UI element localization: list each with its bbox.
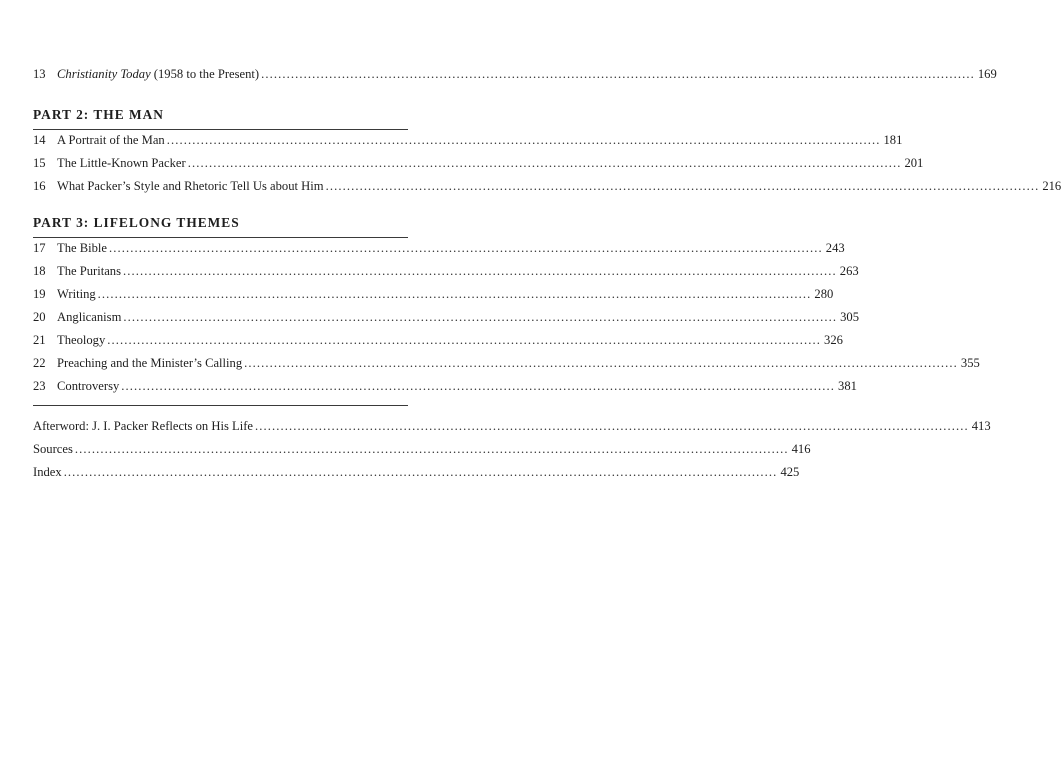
toc-entry-afterword bbox=[33, 414, 991, 434]
dot-leader: ........................................................................................................................................................................ bbox=[244, 356, 958, 370]
page-number: 413 bbox=[971, 419, 991, 433]
toc-entry-20 bbox=[33, 305, 859, 325]
page-number: 355 bbox=[960, 356, 980, 370]
chapter-number: 23 bbox=[33, 379, 46, 393]
page-number: 263 bbox=[839, 264, 859, 278]
dot-leader: ........................................................................................................................................................................ bbox=[109, 241, 823, 255]
dot-leader: ........................................................................................................................................................................ bbox=[123, 264, 837, 278]
toc-entry-19 bbox=[33, 282, 834, 302]
page-number: 326 bbox=[824, 333, 843, 347]
chapter-title-rest: (1958 to the Present) bbox=[150, 67, 260, 81]
dot-leader: ........................................................................................................................................................................ bbox=[325, 179, 1040, 193]
chapter-number: 15 bbox=[33, 156, 46, 170]
toc-entry-sources bbox=[33, 437, 811, 457]
chapter-number: 19 bbox=[33, 287, 46, 301]
chapter-number: 21 bbox=[33, 333, 46, 347]
dot-leader: ........................................................................................................................................................................ bbox=[187, 156, 902, 170]
chapter-number: 17 bbox=[33, 241, 46, 255]
chapter-number: 14 bbox=[33, 133, 46, 147]
toc-entry-index bbox=[33, 460, 800, 480]
chapter-title-italic: Christianity Today bbox=[57, 67, 151, 81]
page-number: 425 bbox=[780, 465, 800, 479]
chapter-title bbox=[57, 66, 259, 82]
dot-leader: ........................................................................................................................................................................ bbox=[166, 133, 881, 147]
toc-entry-14 bbox=[33, 128, 903, 148]
part-3-heading: PART 3: LIFELONG THEMES bbox=[33, 215, 240, 230]
toc-entry-13 bbox=[33, 62, 997, 82]
page-number: 243 bbox=[825, 241, 845, 255]
page-number: 216 bbox=[1042, 179, 1061, 193]
dot-leader: ........................................................................................................................................................................ bbox=[63, 465, 778, 479]
page-number: 381 bbox=[838, 379, 857, 393]
toc-entry-21 bbox=[33, 328, 843, 348]
dot-leader: ........................................................................................................................................................................ bbox=[107, 333, 822, 347]
chapter-number: 13 bbox=[33, 67, 46, 81]
chapter-title: Anglicanism bbox=[57, 310, 122, 324]
chapter-title: Writing bbox=[57, 287, 96, 301]
toc-entry-15 bbox=[33, 151, 924, 171]
chapter-title: Controversy bbox=[57, 379, 120, 393]
back-matter-title: Sources bbox=[33, 442, 73, 456]
toc-entry-22 bbox=[33, 351, 980, 371]
chapter-title: The Puritans bbox=[57, 264, 122, 278]
chapter-number: 18 bbox=[33, 264, 46, 278]
page-number: 305 bbox=[840, 310, 859, 324]
back-matter-rule bbox=[33, 405, 408, 406]
page-number: 181 bbox=[883, 133, 903, 147]
part-2-heading: PART 2: THE MAN bbox=[33, 107, 164, 122]
dot-leader: ........................................................................................................................................................................ bbox=[97, 287, 812, 301]
chapter-title: What Packer’s Style and Rhetoric Tell Us about Him bbox=[57, 179, 324, 193]
chapter-title: Preaching and the Minister’s Calling bbox=[57, 356, 243, 370]
dot-leader: ........................................................................................................................................................................ bbox=[121, 379, 836, 393]
chapter-title: Theology bbox=[57, 333, 106, 347]
page-number: 280 bbox=[814, 287, 834, 301]
dot-leader: ........................................................................................................................................................................ bbox=[261, 67, 975, 81]
chapter-title: A Portrait of the Man bbox=[57, 133, 165, 147]
toc-entry-23 bbox=[33, 374, 857, 394]
page-number: 416 bbox=[791, 442, 811, 456]
toc-entry-17 bbox=[33, 236, 845, 256]
chapter-number: 16 bbox=[33, 179, 46, 193]
dot-leader: ........................................................................................................................................................................ bbox=[123, 310, 838, 324]
chapter-title: The Little-Known Packer bbox=[57, 156, 186, 170]
dot-leader: ........................................................................................................................................................................ bbox=[74, 442, 789, 456]
back-matter-title: Index bbox=[33, 465, 62, 479]
page-number: 201 bbox=[904, 156, 924, 170]
back-matter-title: Afterword: J. I. Packer Reflects on His Life bbox=[33, 419, 253, 433]
chapter-number: 20 bbox=[33, 310, 46, 324]
page-number: 169 bbox=[977, 67, 997, 81]
chapter-number: 22 bbox=[33, 356, 46, 370]
dot-leader: ........................................................................................................................................................................ bbox=[254, 419, 969, 433]
chapter-title: The Bible bbox=[57, 241, 108, 255]
toc-entry-18 bbox=[33, 259, 859, 279]
toc-entry-16 bbox=[33, 174, 1061, 194]
